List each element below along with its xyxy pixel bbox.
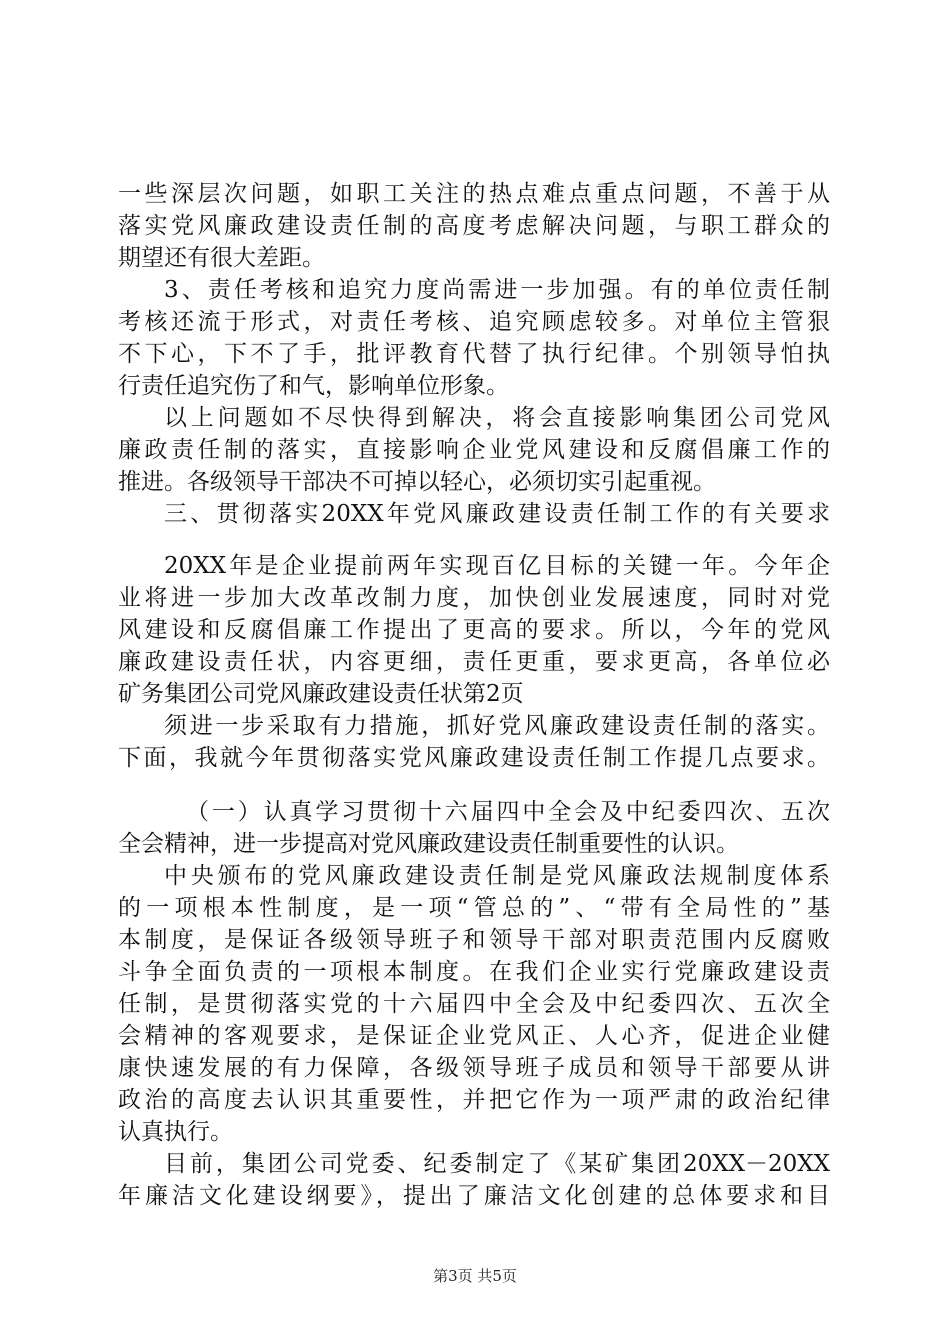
page-header-text: 矿务集团公司党风廉政建设责任状第2页 <box>118 681 524 707</box>
text-line: 下面，我就今年贯彻落实党风廉政建设责任制工作提几点要求。 <box>118 745 830 771</box>
text-line: 推进。各级领导干部决不可掉以轻心，必须切实引起重视。 <box>118 469 716 495</box>
text-line: 目前，集团公司党委、纪委制定了《某矿集团20XX－20XX <box>164 1151 830 1177</box>
text-line: 期望还有很大差距。 <box>118 245 325 271</box>
text-line: 须进一步采取有力措施，抓好党风廉政建设责任制的落实。 <box>164 713 830 739</box>
page-footer: 第3页 共5页 <box>433 1267 517 1285</box>
text-line: 落实党风廉政建设责任制的高度考虑解决问题，与职工群众的 <box>118 213 830 239</box>
section-heading: 三、贯彻落实20XX年党风廉政建设责任制工作的有关要求 <box>164 501 830 527</box>
text-line: 考核还流于形式，对责任考核、追究顾虑较多。对单位主管狠 <box>118 309 830 335</box>
text-line: 斗争全面负责的一项根本制度。在我们企业实行党廉政建设责 <box>118 959 830 985</box>
subsection-heading: （一）认真学习贯彻十六届四中全会及中纪委四次、五次 <box>186 799 830 825</box>
text-line: 不下心，下不了手，批评教育代替了执行纪律。个别领导怕执 <box>118 341 830 367</box>
text-line: 业将进一步加大改革改制力度，加快创业发展速度，同时对党 <box>118 585 830 611</box>
text-line: 认真执行。 <box>118 1119 233 1145</box>
text-line: 本制度，是保证各级领导班子和领导干部对职责范围内反腐败 <box>118 927 830 953</box>
text-line: 风建设和反腐倡廉工作提出了更高的要求。所以，今年的党风 <box>118 617 830 643</box>
text-line: 政治的高度去认识其重要性，并把它作为一项严肃的政治纪律 <box>118 1087 830 1113</box>
text-line: 廉政责任制的落实，直接影响企业党风建设和反腐倡廉工作的 <box>118 437 830 463</box>
text-line: 康快速发展的有力保障，各级领导班子成员和领导干部要从讲 <box>118 1055 830 1081</box>
text-line: 全会精神，进一步提高对党风廉政建设责任制重要性的认识。 <box>118 831 739 857</box>
text-line: 年廉洁文化建设纲要》，提出了廉洁文化创建的总体要求和目 <box>118 1183 830 1209</box>
text-line: 20XX年是企业提前两年实现百亿目标的关键一年。今年企 <box>164 553 830 579</box>
text-line: 以上问题如不尽快得到解决，将会直接影响集团公司党风 <box>164 405 830 431</box>
text-line: 的一项根本性制度，是一项“管总的”、“带有全局性的”基 <box>118 895 830 921</box>
text-line: 会精神的客观要求，是保证企业党风正、人心齐，促进企业健 <box>118 1023 830 1049</box>
text-line: 廉政建设责任状，内容更细，责任更重，要求更高，各单位必 <box>118 649 830 675</box>
text-line: 3、责任考核和追究力度尚需进一步加强。有的单位责任制 <box>164 277 830 303</box>
text-line: 中央颁布的党风廉政建设责任制是党风廉政法规制度体系 <box>164 863 830 889</box>
text-line: 任制，是贯彻落实党的十六届四中全会及中纪委四次、五次全 <box>118 991 830 1017</box>
text-line: 行责任追究伤了和气，影响单位形象。 <box>118 373 509 399</box>
text-line: 一些深层次问题，如职工关注的热点难点重点问题，不善于从 <box>118 181 830 207</box>
